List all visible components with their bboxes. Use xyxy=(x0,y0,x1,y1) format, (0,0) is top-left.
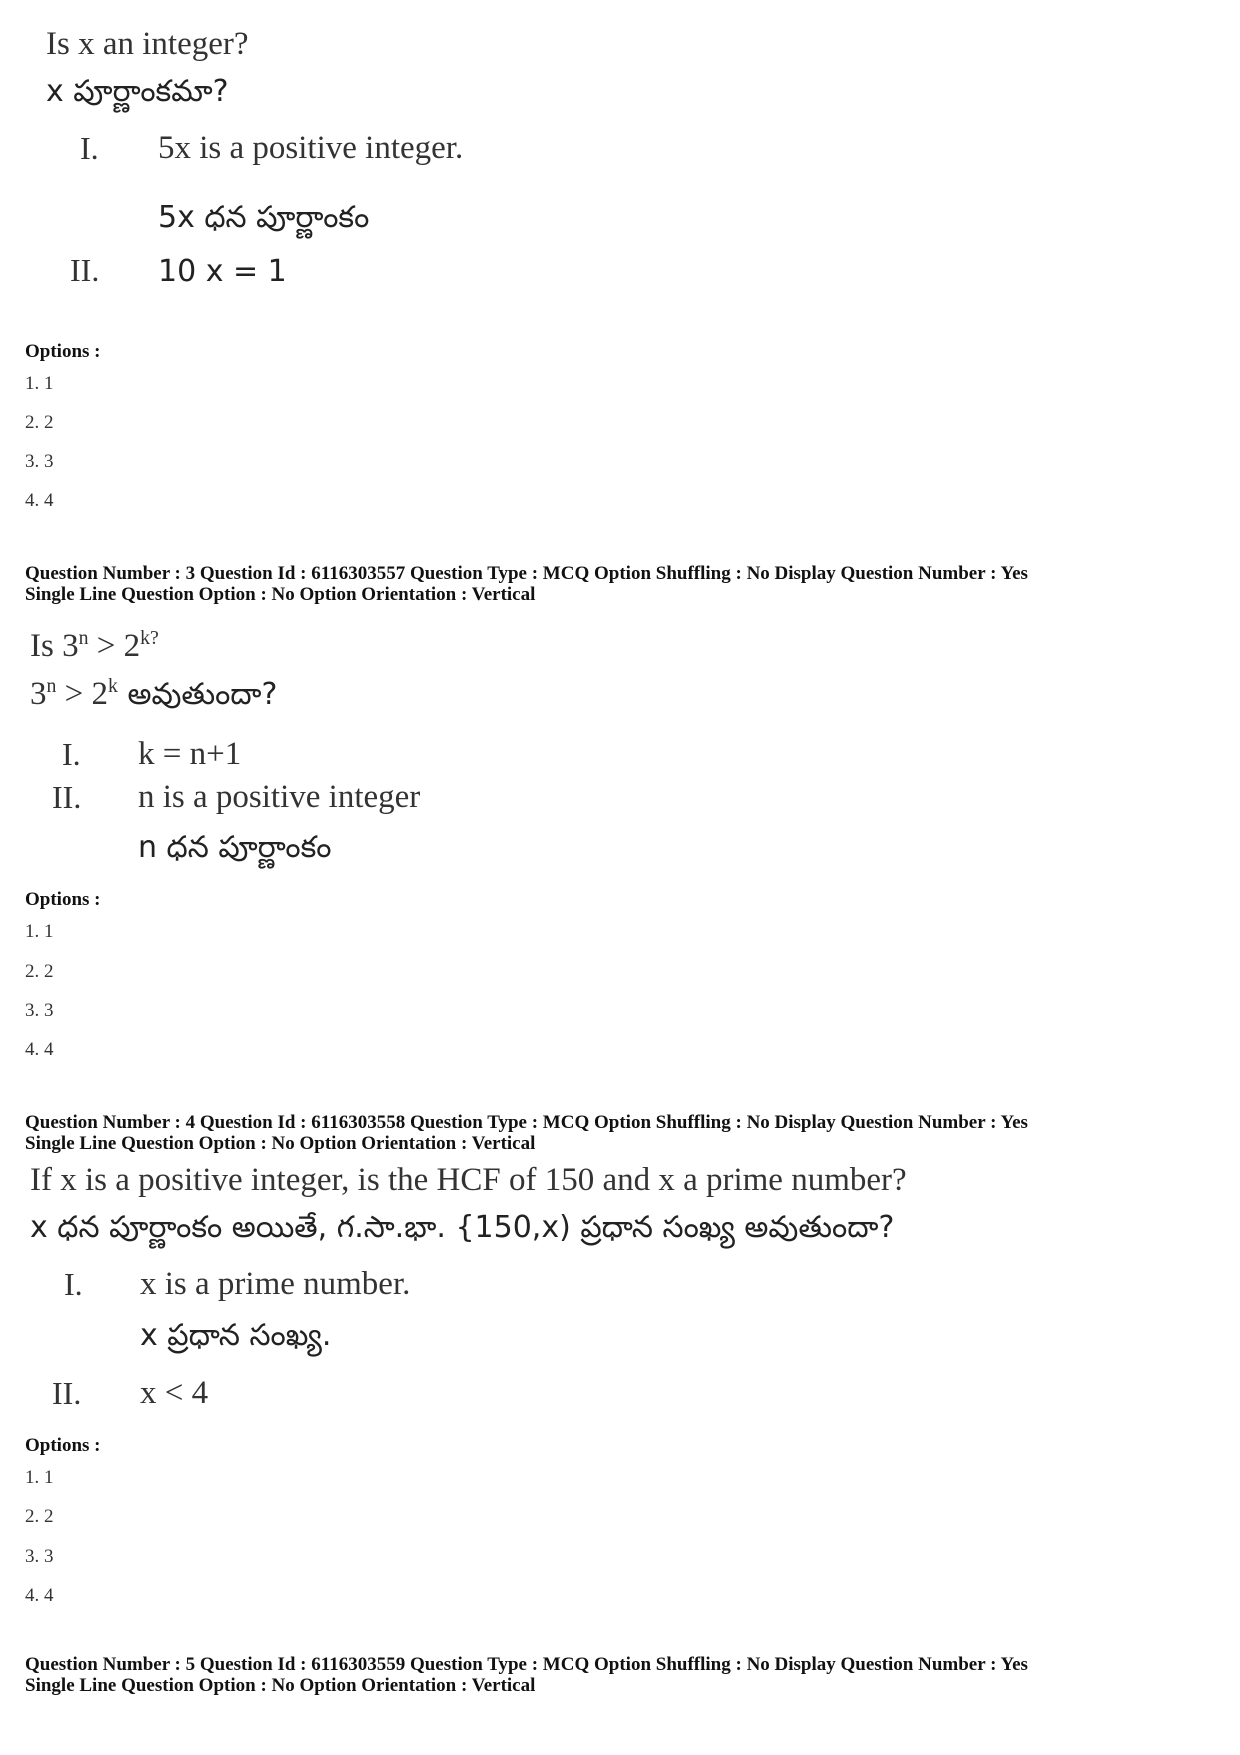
q3-option-1[interactable]: 1. 1 xyxy=(25,921,54,942)
q3-question-te: $3^n > 2^k$ అవుతుందా? xyxy=(30,675,278,712)
q2-statement-2-en: 10 x = 1 xyxy=(158,254,287,289)
q2-option-2[interactable]: 2. 2 xyxy=(25,412,54,433)
q4-statement-1-number: I. xyxy=(64,1266,83,1302)
q2-statement-1-en: 5x is a positive integer. xyxy=(158,130,464,166)
q4-statement-1-en: x is a prime number. xyxy=(140,1266,411,1302)
q4-statement-2-en: x < 4 xyxy=(140,1375,209,1411)
q4-option-1[interactable]: 1. 1 xyxy=(25,1467,54,1488)
q3-option-2[interactable]: 2. 2 xyxy=(25,961,54,982)
q3-question-en: Is $3^n > 2^{k?}$ xyxy=(30,627,159,664)
q3-statement-2-number: II. xyxy=(52,779,82,815)
q3-options-label: Options : xyxy=(25,889,101,910)
q2-statement-1-number: I. xyxy=(80,130,99,166)
q4-meta-line-2: Single Line Question Option : No Option Orientation : Vertical xyxy=(25,1133,536,1154)
q3-statement-2-en: n is a positive integer xyxy=(138,779,421,815)
q3-option-4[interactable]: 4. 4 xyxy=(25,1039,54,1060)
q4-question-te: x ధన పూర్ణాంకం అయితే, గ.సా.భా. {150,x) ప్రధాన సంఖ్య అవుతుందా? xyxy=(30,1210,895,1245)
q4-statement-1-te: x ప్రధాన సంఖ్య. xyxy=(140,1318,332,1353)
q4-options-label: Options : xyxy=(25,1435,101,1456)
q3-meta-line-2: Single Line Question Option : No Option Orientation : Vertical xyxy=(25,584,536,605)
q3-meta-line-1: Question Number : 3 Question Id : 6116303557 Question Type : MCQ Option Shuffling : No Display Question Number : Yes xyxy=(25,563,1028,584)
q2-option-3[interactable]: 3. 3 xyxy=(25,451,54,472)
q4-option-3[interactable]: 3. 3 xyxy=(25,1546,54,1567)
q2-option-4[interactable]: 4. 4 xyxy=(25,490,54,511)
q4-statement-2-number: II. xyxy=(52,1375,82,1411)
q4-option-4[interactable]: 4. 4 xyxy=(25,1585,54,1606)
q4-question-en: If x is a positive integer, is the HCF of 150 and x a prime number? xyxy=(30,1162,907,1198)
q3-statement-2-te: n ధన పూర్ణాంకం xyxy=(138,830,332,865)
q2-question-te: x పూర్ణాంకమా? xyxy=(46,74,229,109)
q3-statement-1-en: k = n+1 xyxy=(138,736,242,772)
q4-option-2[interactable]: 2. 2 xyxy=(25,1506,54,1527)
q2-question-en: Is x an integer? xyxy=(46,26,249,62)
q2-option-1[interactable]: 1. 1 xyxy=(25,373,54,394)
q2-statement-1-te: 5x ధన పూర్ణాంకం xyxy=(158,200,370,235)
q4-meta-line-1: Question Number : 4 Question Id : 6116303558 Question Type : MCQ Option Shuffling : No Display Question Number : Yes xyxy=(25,1112,1028,1133)
q3-option-3[interactable]: 3. 3 xyxy=(25,1000,54,1021)
q2-options-label: Options : xyxy=(25,341,101,362)
q5-meta-line-2: Single Line Question Option : No Option Orientation : Vertical xyxy=(25,1675,536,1696)
q2-statement-2-number: II. xyxy=(70,252,100,288)
q5-meta-line-1: Question Number : 5 Question Id : 6116303559 Question Type : MCQ Option Shuffling : No Display Question Number : Yes xyxy=(25,1654,1028,1675)
q3-statement-1-number: I. xyxy=(62,736,81,772)
